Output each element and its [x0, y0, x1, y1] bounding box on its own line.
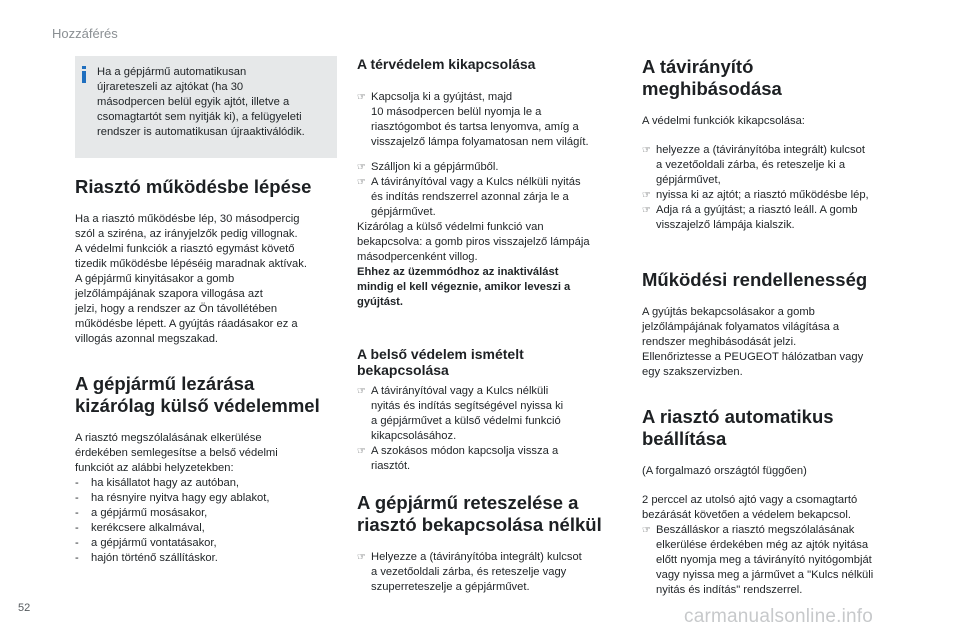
- text-line: Ha a riasztó működésbe lép, 30 másodpercig: [75, 213, 300, 225]
- heading-activation: Riasztó működésbe lépése: [75, 176, 312, 197]
- text-line: elkerülése érdekében még az ajtók nyitása: [656, 539, 869, 551]
- info-text: újrareteszeli az ajtókat (ha 30: [97, 81, 244, 93]
- space-note: [357, 220, 622, 265]
- heading-line: A gépjármű lezárása: [75, 373, 255, 394]
- text-line: visszajelző lámpa folyamatosan nem világít.: [371, 136, 589, 148]
- text-line: bekapcsolva: a gomb piros visszajelző lámpája: [357, 236, 590, 248]
- remote-intro: A védelmi funkciók kikapcsolása:: [642, 115, 805, 127]
- text-line: 2 perccel az utolsó ajtó vagy a csomagtartó: [642, 494, 858, 506]
- text-line: Kapcsolja ki a gyújtást, majd: [371, 91, 513, 103]
- text-line: gyújtást.: [357, 296, 404, 308]
- text-line: Helyezze a (távirányítóba integrált) kulcsot: [371, 551, 582, 563]
- text-line: A távirányítóval vagy a Kulcs nélküli nyitás: [371, 176, 581, 188]
- text-line: A védelmi funkciók a riasztó egymást követő: [75, 243, 295, 255]
- text-line: és indítás rendszerrel azonnal zárja le a: [371, 191, 569, 203]
- info-text: másodpercen belül egyik ajtót, illetve a: [97, 96, 290, 108]
- text-line: jelzőlámpájának folyamatos világítása a: [642, 321, 840, 333]
- info-text: Ha a gépjármű automatikusan: [97, 66, 247, 78]
- bullet-item: [642, 523, 912, 598]
- list-item-text: kerékcsere alkalmával,: [91, 522, 205, 534]
- bullet-item: [357, 90, 622, 150]
- info-icon: [82, 66, 86, 83]
- finger-icon: ☞: [642, 145, 651, 156]
- text-line: Ehhez az üzemmódhoz az inaktiválást: [357, 266, 559, 278]
- text-line: kikapcsolásához.: [371, 430, 457, 442]
- text-line: villogás azonnal megszakad.: [75, 333, 219, 345]
- list-item-text: ha kisállatot hagy az autóban,: [91, 477, 240, 489]
- heading-line: A gépjármű reteszelése a: [357, 492, 579, 513]
- text-line: riasztógombot és tartsa lenyomva, amíg a: [371, 121, 579, 133]
- bullet-item: [357, 444, 622, 474]
- text-line: jelzőlámpájának szapora villogása azt: [75, 288, 263, 300]
- text-line: nyissa ki az ajtót; a riasztó működésbe lép,: [656, 189, 869, 201]
- finger-icon: ☞: [357, 386, 366, 397]
- text-line: gépjárművet.: [371, 206, 436, 218]
- bullet-item: [642, 143, 912, 188]
- text-line: szuperreteszelje a gépjárművet.: [371, 581, 530, 593]
- list-item: - ha résnyire nyitva hagy egy ablakot,: [75, 492, 270, 504]
- text-line: A szokásos módon kapcsolja vissza a: [371, 445, 559, 457]
- text-line: szól a sziréna, az irányjelzők pedig villognak.: [75, 228, 298, 240]
- finger-icon: ☞: [357, 552, 366, 563]
- text-line: Kizárólag a külső védelmi funkció van: [357, 221, 544, 233]
- list-item-text: a gépjármű vontatásakor,: [91, 537, 217, 549]
- auto-country-note: (A forgalmazó országtól függően): [642, 465, 807, 477]
- text-line: vagy nyissa meg a járművet a "Kulcs nélküli: [656, 569, 874, 581]
- list-item: - hajón történő szállításkor.: [75, 552, 218, 564]
- text-line: 10 másodpercen belül nyomja le a: [371, 106, 542, 118]
- list-item: - kerékcsere alkalmával,: [75, 522, 205, 534]
- column-2: [357, 56, 622, 595]
- text-line: bezárását követően a védelem bekapcsol.: [642, 509, 851, 521]
- list-item: - a gépjármű vontatásakor,: [75, 537, 217, 549]
- column-3: [642, 56, 912, 598]
- heading-space-off: A térvédelem kikapcsolása: [357, 56, 536, 72]
- text-line: Adja rá a gyújtást; a riasztó leáll. A gomb: [656, 204, 858, 216]
- list-item: - ha kisállatot hagy az autóban,: [75, 477, 240, 489]
- heading-lock-no-alarm: [357, 492, 622, 536]
- text-line: Szálljon ki a gépjárműből.: [371, 161, 499, 173]
- text-line: a vezetőoldali zárba, és reteszelje vagy: [371, 566, 567, 578]
- heading-remote-failure: [642, 56, 912, 100]
- heading-line: riasztó bekapcsolása nélkül: [357, 514, 602, 535]
- section-tab: Hozzáférés: [52, 26, 118, 41]
- text-line: gépjárművet,: [656, 174, 721, 186]
- bullet-item: [357, 175, 622, 220]
- heading-inner-reactivate: [357, 346, 622, 378]
- text-line: nyitás és indítás" rendszerrel.: [656, 584, 803, 596]
- bullet-item: [357, 384, 622, 444]
- list-item-text: a gépjármű mosásakor,: [91, 507, 208, 519]
- finger-icon: ☞: [357, 446, 366, 457]
- heading-line: A riasztó automatikus: [642, 406, 834, 427]
- info-text: csomagtartót sem nyitják ki), a felügyeleti: [97, 111, 302, 123]
- list-item: - a gépjármű mosásakor,: [75, 507, 208, 519]
- text-line: tizedik működésbe lépéséig maradnak aktívak.: [75, 258, 307, 270]
- text-line: riasztót.: [371, 460, 411, 472]
- heading-line: beállítása: [642, 428, 727, 449]
- text-line: visszajelző lámpája kialszik.: [656, 219, 795, 231]
- finger-icon: ☞: [357, 177, 366, 188]
- text-line: A távirányítóval vagy a Kulcs nélküli: [371, 385, 549, 397]
- page-number: 52: [18, 602, 31, 614]
- heading-line: kizárólag külső védelemmel: [75, 395, 320, 416]
- heading-malfunction: Működési rendellenesség: [642, 269, 868, 290]
- text-line: a gépjárművet a külső védelmi funkció: [371, 415, 561, 427]
- text-line: funkciót az alábbi helyzetekben:: [75, 462, 234, 474]
- heading-line: meghibásodása: [642, 78, 782, 99]
- text-line: A riasztó megszólalásának elkerülése: [75, 432, 262, 444]
- finger-icon: ☞: [642, 525, 651, 536]
- text-line: A gépjármű kinyitásakor a gomb: [75, 273, 235, 285]
- text-line: a vezetőoldali zárba, és reteszelje ki a: [656, 159, 846, 171]
- finger-icon: ☞: [642, 190, 651, 201]
- space-warning: [357, 265, 622, 310]
- bullet-item: [357, 160, 622, 175]
- watermark: carmanualsonline.info: [684, 606, 874, 627]
- text-line: működésbe lépett. A gyújtás ráadásakor ez a: [75, 318, 298, 330]
- text-line: nyitás és indítás segítségével nyissa ki: [371, 400, 564, 412]
- text-line: A gyújtás bekapcsolásakor a gomb: [642, 306, 815, 318]
- text-line: helyezze a (távirányítóba integrált) kulcsot: [656, 144, 865, 156]
- lock-intro: [75, 431, 337, 476]
- heading-line: A belső védelem ismételt: [357, 346, 524, 362]
- list-item-text: hajón történő szállításkor.: [91, 552, 218, 564]
- finger-icon: ☞: [357, 92, 366, 103]
- text-line: rendszer meghibásodását jelzi.: [642, 336, 797, 348]
- text-line: érdekében semlegesítse a belső védelmi: [75, 447, 278, 459]
- finger-icon: ☞: [357, 162, 366, 173]
- info-text: rendszer is automatikusan újraaktiválódik.: [97, 126, 305, 138]
- finger-icon: ☞: [642, 205, 651, 216]
- text-line: Ellenőriztesse a PEUGEOT hálózatban vagy: [642, 351, 864, 363]
- auto-text: [642, 493, 912, 523]
- info-box: [75, 56, 337, 158]
- column-1: [75, 56, 337, 566]
- text-line: Beszálláskor a riasztó megszólalásának: [656, 524, 855, 536]
- text-line: előtt nyomja meg a távirányító nyitógombját: [656, 554, 872, 566]
- bullet-item: [642, 203, 912, 233]
- malfunction-text: [642, 305, 912, 380]
- heading-lock-external: [75, 373, 337, 417]
- heading-line: A távirányító: [642, 56, 754, 77]
- text-line: másodpercenként villog.: [357, 251, 478, 263]
- list-item-text: ha résnyire nyitva hagy egy ablakot,: [91, 492, 270, 504]
- heading-auto-setting: [642, 406, 912, 450]
- activation-text: [75, 212, 337, 347]
- bullet-item: [357, 550, 622, 595]
- heading-line: bekapcsolása: [357, 362, 449, 378]
- text-line: egy szakszervizben.: [642, 366, 743, 378]
- bullet-item: [642, 188, 912, 203]
- text-line: mindig el kell végeznie, amikor leveszi a: [357, 281, 571, 293]
- text-line: jelzi, hogy a rendszer az Ön távollétében: [75, 303, 278, 315]
